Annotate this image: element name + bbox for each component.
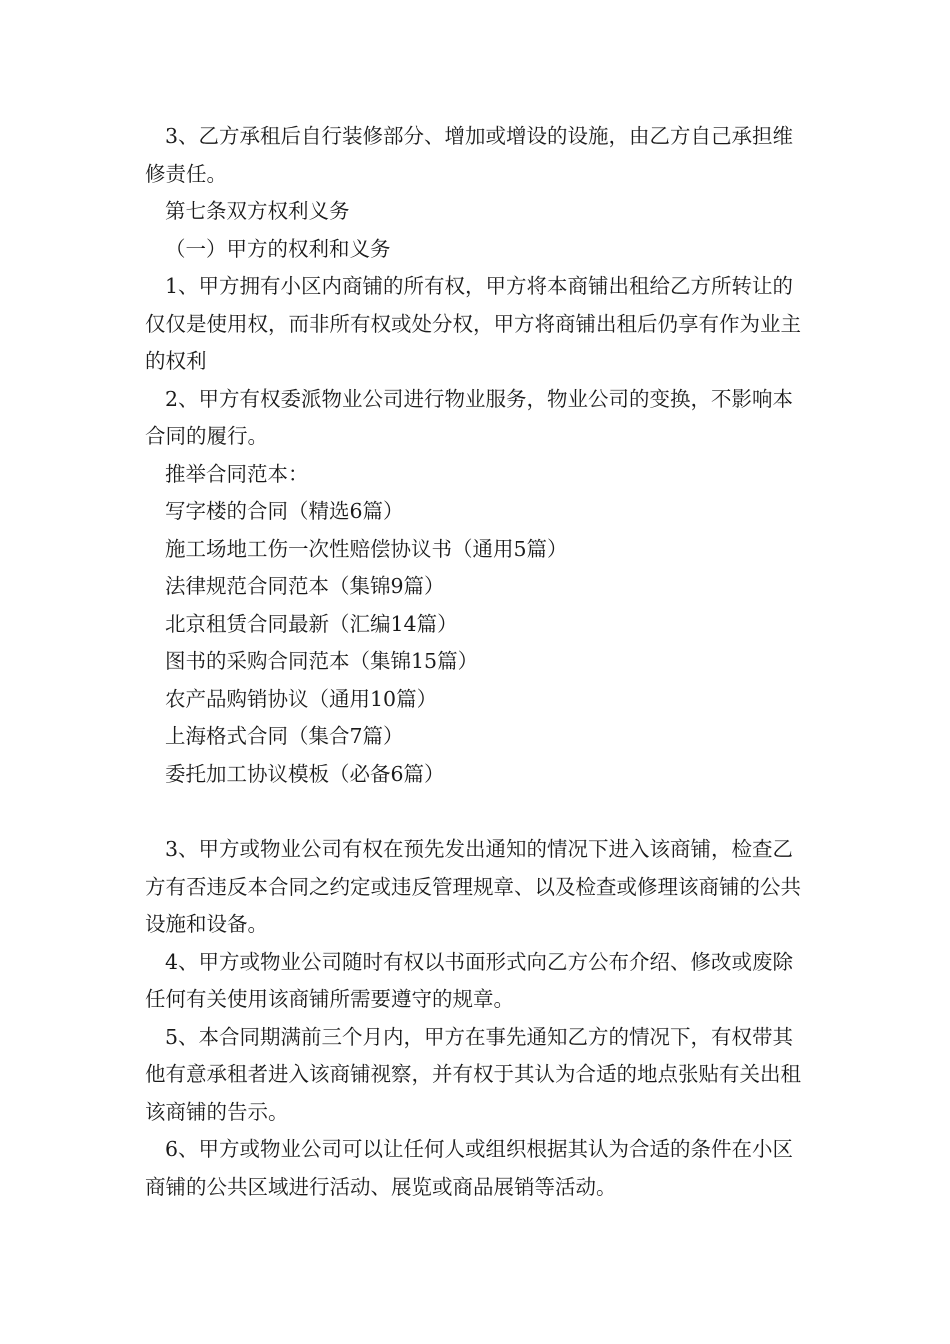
paragraph-party-a-2: 2、甲方有权委派物业公司进行物业服务，物业公司的变换，不影响本合同的履行。	[145, 386, 794, 448]
article-7-heading: 第七条双方权利义务	[165, 199, 350, 223]
recommend-heading: 推举合同范本：	[165, 461, 309, 486]
recommend-link-4[interactable]: 北京租赁合同最新（汇编14篇）	[165, 611, 458, 636]
paragraph-party-a-3: 3、甲方或物业公司有权在预先发出通知的情况下进入该商铺，检查乙方有否违反本合同之约定或违反管理规章、以及检查或修理该商铺的公共设施和设备。	[145, 837, 801, 936]
paragraph-party-a-1: 1、甲方拥有小区内商铺的所有权，甲方将本商铺出租给乙方所转让的仅仅是使用权，而非所有权或处分权，甲方将商铺出租后仍享有作为业主的权利	[145, 274, 801, 373]
recommend-link-5[interactable]: 图书的采购合同范本（集锦15篇）	[165, 649, 479, 673]
paragraph-party-a-6: 6、甲方或物业公司可以让任何人或组织根据其认为合适的条件在小区商铺的公共区域进行活动、展览或商品展销等活动。	[145, 1137, 794, 1199]
recommend-link-6[interactable]: 农产品购销协议（通用10篇）	[165, 686, 438, 711]
document-page	[145, 118, 810, 1206]
paragraph-party-a-4: 4、甲方或物业公司随时有权以书面形式向乙方公布介绍、修改或废除任何有关使用该商铺所需要遵守的规章。	[145, 949, 794, 1011]
recommend-link-1[interactable]: 写字楼的合同（精选6篇）	[165, 499, 404, 523]
recommend-link-3[interactable]: 法律规范合同范本（集锦9篇）	[165, 574, 445, 598]
paragraph-party-a-5: 5、本合同期满前三个月内，甲方在事先通知乙方的情况下，有权带其他有意承租者进入该商铺视察，并有权于其认为合适的地点张贴有关出租该商铺的告示。	[145, 1024, 801, 1124]
recommend-link-2[interactable]: 施工场地工伤一次性赔偿协议书（通用5篇）	[165, 536, 568, 561]
section-1-heading: （一）甲方的权利和义务	[165, 236, 391, 261]
blank-line	[145, 793, 810, 831]
paragraph-clause-3-repair: 3、乙方承租后自行装修部分、增加或增设的设施，由乙方自己承担维修责任。	[145, 124, 794, 186]
recommend-link-7[interactable]: 上海格式合同（集合7篇）	[165, 724, 404, 748]
recommend-link-8[interactable]: 委托加工协议模板（必备6篇）	[165, 761, 445, 786]
